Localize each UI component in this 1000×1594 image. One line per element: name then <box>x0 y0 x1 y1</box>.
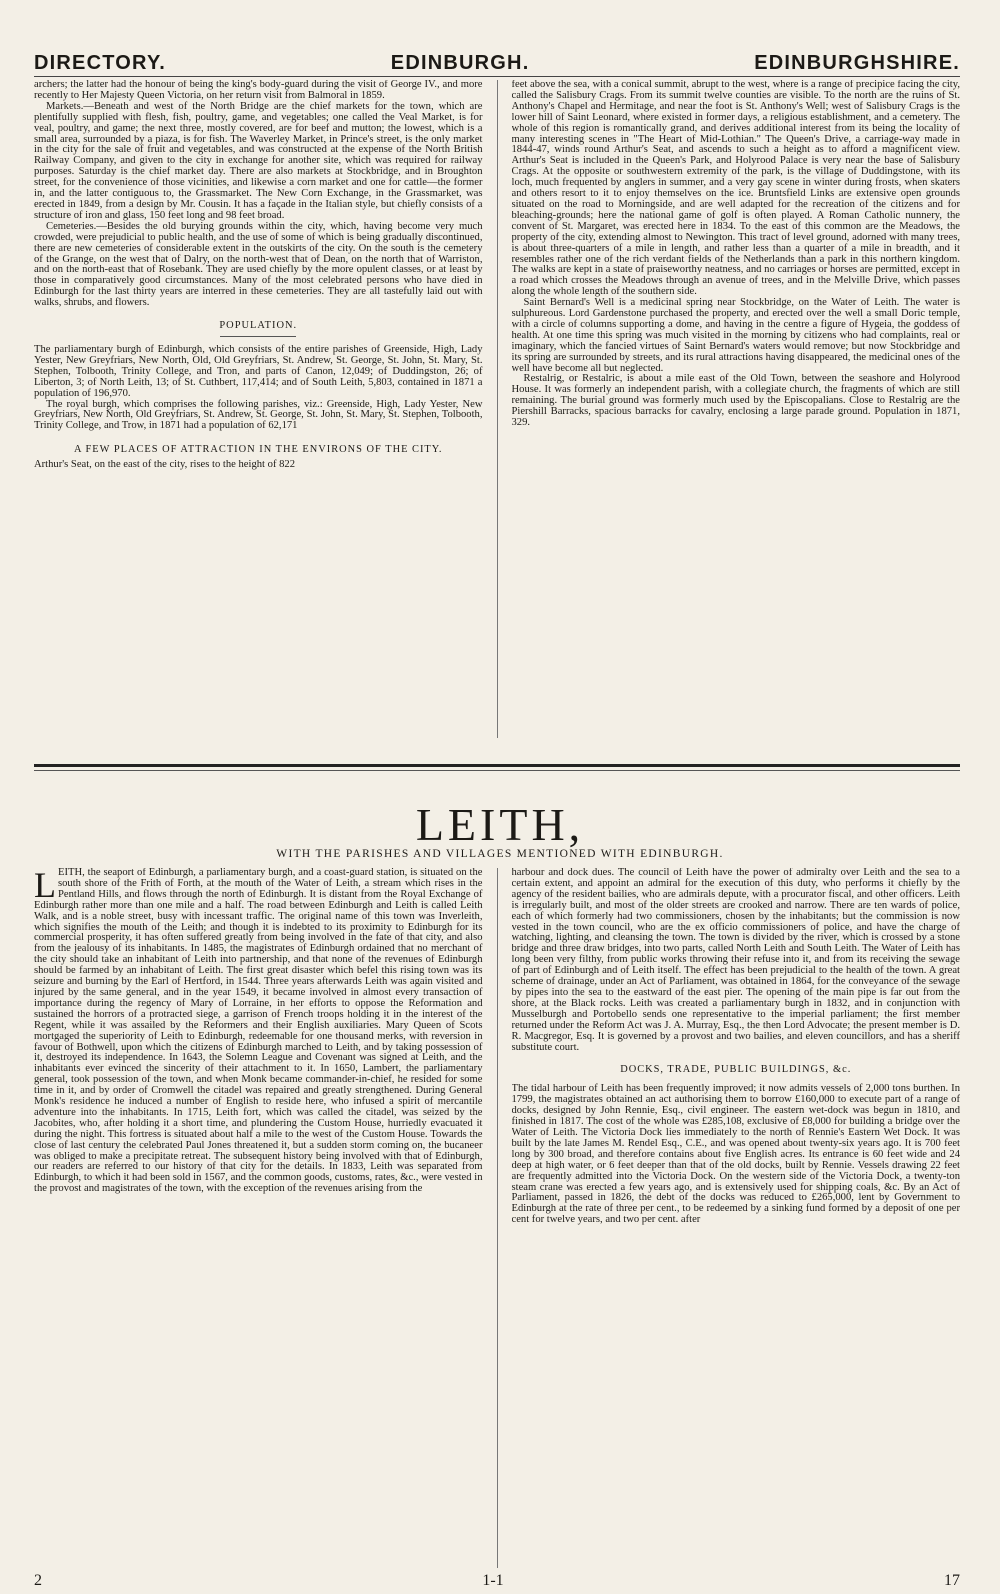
attractions-heading: A FEW PLACES OF ATTRACTION IN THE ENVIRONS OF THE CITY. <box>73 444 443 456</box>
saint-bernards-well-paragraph: Saint Bernard's Well is a medicinal spring near Stockbridge, on the Water of Leith. The water is sulphureous. Lord Gardenstone purchased the property, and erected over the well a small Doric temple, with a circle of columns supporting a dome, and having in the centre a figure of Hygeia, the goddess of health. At one time this spring was much visited in the morning by citizens who had complaints, real or imaginary, which the fancied virtues of Saint Bernard's waters would remove; but now Stockbridge and its spring are surrounded by streets, and its rural attractions having disappeared, the medicinal ones of the well have become all but neglected. <box>511 297 960 374</box>
docks-heading-text: DOCKS, TRADE, PUBLIC BUILDINGS, &c. <box>620 1064 852 1076</box>
edinburgh-right-column <box>512 80 961 738</box>
docks-heading <box>512 1064 961 1076</box>
leith-right-column <box>512 868 961 1568</box>
running-head-right: EDINBURGHSHIRE. <box>754 52 960 74</box>
parliamentary-burgh-paragraph: The parliamentary burgh of Edinburgh, which consists of the entire parishes of Greenside, High, Lady Yester, New Greyfriars, New North, Old, Old Greyfriars, St. Andrew, St. George, St. John, St. Mary, St. Stephen, Tolbooth, Trinity College, and Tron, and parts of Canon, 12,049; of Duddingston, 26; of Liberton, 3; of North Leith, 13; of St. Cuthbert, 117,414; and of South Leith, 5,803, contained in 1871 a population of 196,970. <box>34 344 483 399</box>
markets-paragraph: Markets.—Beneath and west of the North Bridge are the chief markets for the town, which are plentifully supplied with flesh, fish, poultry, game, and vegetables; one called the Veal Market, is for veal, poultry, and game; the next three, mostly covered, are for beef and mutton; the lowest, which is a small area, surrounded by a piaza, is for fish. The Waverley Market, in Prince's street, is the only market in the city for the sale of fruit and vegetables, and was constructed at the expense of the North British Railway Company, and given to the city in exchange for another site, which was required for railway purposes. Saturday is the chief market day. There are also markets at Stockbridge, and in Broughton street, for the convenience of those vicinities, and likewise a corn market and one for cattle—the former in, and the latter contiguous to, the Grassmarket. The New Corn Exchange, in the Grassmarket, was erected in 1849, from a design by Mr. Cousin. It has a façade in the Italian style, but chiefly consists of a structure of iron and glass, 150 feet long and 98 feet broad. <box>34 100 483 221</box>
folio-right: 17 <box>943 1572 960 1589</box>
leith-section <box>34 868 960 1568</box>
archers-paragraph: archers; the latter had the honour of being the king's body-guard during the visit of George IV., and more recently to Her Majesty Queen Victoria, on her return visit from Balmoral in 1859. <box>34 80 483 101</box>
folio-center: 1-1 <box>482 1572 504 1589</box>
running-head-left: DIRECTORY. <box>34 52 167 74</box>
leith-history-paragraph <box>34 868 483 1195</box>
arthurs-seat-paragraph: Arthur's Seat, on the east of the city, rises to the height of 822 <box>34 459 296 471</box>
section-rule-thin <box>34 770 960 771</box>
population-heading <box>34 320 483 337</box>
restalrig-paragraph: Restalrig, or Restalric, is about a mile east of the Old Town, between the seashore and Holyrood House. It was formerly an independent parish, with a collegiate church, the fragments of which are still remaining. The burial ground was formerly much used by the Episcopalians. Close to Restalrig are the Piershill Barracks, spacious barracks for cavalry, enclosing a large parade ground. Population in 1871, 329. <box>511 373 960 429</box>
leith-governance-paragraph: harbour and dock dues. The council of Leith have the power of admiralty over Leith and the sea to a certain extent, and appoint an admiral for the execution of this duty, who performs it chiefly by the agency of the resident bailies, who are admirals depute, with a procurator fiscal, and other officers. Leith is irregularly built, and most of the older streets are crooked and narrow. There are ten wards of police, each of which formerly had two commissioners, chosen by the inhabitants; but the commission is now vested in the town council, who are the ex officio commissioners of police, and have the charge of watching, lighting, and cleansing the town. The town is divided by the river, which is crossed by a stone bridge and three draw bridges, into two parts, called North Leith and South Leith. The Water of Leith has long been very filthy, from public works throwing their refuse into it, and from its receiving the sewage of part of Edinburgh and of Leith itself. The effect has been prejudicial to the health of the town. A great scheme of drainage, under an Act of Parliament, was obtained in 1864, for the conveyance of the sewage by pipes into the sea to the eastward of the east pier. The opening of the main pipe is far out from the shore, at the Black rocks. Leith was created a parliamentary burgh in 1832, and in conjunction with Musselburgh and Portobello sends one representative to the imperial parliament; the first member returned under the Reform Act was J. A. Murray, Esq., the then Lord Advocate; the present member is D. R. Macgregor, Esq. It is governed by a provost and two bailies, and eleven councillors, and has a sheriff substitute court. <box>511 868 960 1053</box>
folio-left: 2 <box>34 1572 42 1589</box>
page-folio <box>34 1572 960 1590</box>
column-divider-lower <box>497 868 498 1568</box>
section-rule-thick <box>34 764 960 767</box>
running-head-center: EDINBURGH. <box>390 52 530 74</box>
population-heading-text: POPULATION. <box>219 320 298 332</box>
header-rule <box>34 76 960 77</box>
edinburgh-left-column <box>34 80 483 738</box>
population-rule <box>220 336 296 337</box>
running-head <box>34 52 960 75</box>
leith-left-column <box>34 868 483 1568</box>
leith-subtitle: WITH THE PARISHES AND VILLAGES MENTIONED WITH EDINBURGH. <box>276 848 724 860</box>
royal-burgh-paragraph: The royal burgh, which comprises the following parishes, viz.: Greenside, High, Lady Yester, New Greyfriars, New North, Old Greyfriars, St. Andrew, St. George, St. John, St. Mary, St. Stephen, Tolbooth, Trinity College, and Trow, in 1871 had a population of 62,171 <box>34 398 483 432</box>
edinburgh-section <box>34 80 960 738</box>
leith-title: LEITH, <box>415 799 585 850</box>
leith-history-text: EITH, the seaport of Edinburgh, a parliamentary burgh, and a coast-guard station, is situated on the south shore of the Frith of Forth, at the mouth of the Water of Leith, a stream which rises in the Pentland Hills, and flows through the north of Edinburgh. It is distant from the Royal Exchange of Edinburgh rather more than one mile and a half. The road between Edinburgh and Leith is called Leith Walk, and is a noble street, busy with incessant traffic. The original name of this town was Inverleith, which signifies the mouth of the Leith; and though it is indebted to its proximity to Edinburgh for its commercial prosperity, it has often suffered greatly from being involved in the fate of that city, and also from the jealousy of its inhabitants. In 1485, the magistrates of Edinburgh ordained that no merchant of the city should take an inhabitant of Leith into partnership, and that none of the revenues of Edinburgh should be farmed by an inhabitant of Leith. The first great disaster which befel this rising town was its seizure and burning by the Earl of Hertford, in 1544. Three years afterwards Leith was again visited and injured by the same general, and in the year 1549, it became involved in almost every transaction of importance during the regency of Mary of Lorraine, in her efforts to oppose the Reformation and sustained the horrors of a protracted siege, a garrison of French troops holding it in the interest of the Regent, while it was assailed by the Reformers and their English auxiliaries. Mary Queen of Scots mortgaged the superiority of Leith to Edinburgh, redeemable for one thousand merks, with reversion in favour of Bothwell, upon which the citizens of Edinburgh marched to Leith, and by taking possession of it, destroyed its independence. In 1643, the Solemn League and Covenant was signed at Leith, and the inhabitants ever evinced the sincerity of their attachment to it. In 1650, Lambert, the parliamentary general, took possession of the town, and when Monk became commander-in-chief, he resided for some time in it, and by order of Cromwell the citadel was repaired and greatly strengthened. During General Monk's residence he induced a number of English to reside here, who infused a spirit of mercantile adventure into the inhabitants. In 1715, Leith fort, which was called the citadel, was seized by the Jacobites, who, after holding it a short time, and plundering the Custom House, hurriedly evacuated it during the night. This fortress is situated about half a mile to the west of the Custom House. Towards the close of last century the celebrated Paul Jones threatened it, but a sudden storm coming on, the bucaneer was obliged to make a precipitate retreat. The subsequent history being involved with that of Edinburgh, our readers are referred to our history of that city for the details. In 1833, Leith was separated from Edinburgh, to which it had been sold in 1567, and the common goods, customs, rates, &c., were vested in the provost and magistrates of the town, with the exception of the revenues arising from the <box>34 868 483 1195</box>
column-divider <box>497 80 498 738</box>
cemeteries-paragraph: Cemeteries.—Besides the old burying grounds within the city, which, having become very much crowded, were prejudicial to public health, and the use of some of which is being gradually discontinued, there are new cemeteries of considerable extent in the outskirts of the city. On the south is the cemetery of the Grange, on the west that of Dalry, on the north-west that of Dean, on the north that of Warriston, and on the north-east that of Rosebank. They are used chiefly by the more opulent classes, or at least by those in comparatively good circumstances. Many of the most celebrated persons who have died in Edinburgh for the last thirty years are interred in these cemeteries. They are all tastefully laid out with walks, shrubs, and flowers. <box>34 220 483 309</box>
arthurs-seat-continued-paragraph: feet above the sea, with a conical summit, abrupt to the west, where is a range of precipice facing the city, called the Salisbury Crags. From its summit twelve counties are visible. To the north are the ruins of St. Anthony's Chapel and Hermitage, and near the foot is St. Anthony's Well; west of Salisbury Crags is the lower hill of Saint Leonard, where existed in former days, a religious establishment, and a cemetery. The whole of this region is romantically grand, and derives additional interest from its being the locality of many interesting scenes in "The Heart of Mid-Lothian." The Queen's Drive, a carriage-way made in 1844-47, winds round Arthur's Seat, and ascends to such a height as to afford a magnificent view. Arthur's Seat is included in the Queen's Park, and Holyrood Palace is very near the base of Salisbury Crags. At the opposite or southwestern extremity of the park, is the village of Duddingstone, with its loch, much frequented by anglers in summer, and a very gay scene in winter during frosts, when skaters and others resort to it to enjoy themselves on the ice. Bruntsfield Links are extensive open grounds situated on the road to Morningside, and are well adapted for the recreation of the citizens and for bleaching-grounds; here the national game of golf is often played. A Roman Catholic nunnery, the convent of St. Margaret, was erected here in 1834. To the east of this common are the Meadows, the property of the city, extending almost to Newington. This tract of level ground, adorned with many trees, is about three-quarters of a mile in length, and rather less than a quarter of a mile in breadth, and it resembles rather one of the rich verdant fields of the Netherlands than a park in this northern kingdom. The walks are kept in a state of praiseworthy neatness, and no carriages or horses are permitted, except in a road which crosses the Meadows through an avenue of trees, and in the Melville Drive, which passes along the whole length of the southern side. <box>511 80 960 298</box>
docks-paragraph: The tidal harbour of Leith has been frequently improved; it now admits vessels of 2,000 tons burthen. In 1799, the magistrates obtained an act authorising them to borrow £160,000 to execute part of a range of docks, designed by John Rennie, Esq., civil engineer. The eastern wet-dock was begun in 1810, and finished in 1817. The cost of the whole was £285,108, exclusive of £8,000 for building a bridge over the Water of Leith. The Victoria Dock lies immediately to the north of Rennie's Eastern Wet Dock. It was built by the late James M. Rendel Esq., C.E., and was opened about twenty-six years ago. It is 700 feet long by 300 broad, and therefore contains about five English acres. Its entrance is 60 feet wide and 24 deep at high water, or 6 feet deeper than that of the old docks, built by Rennie. Vessels drawing 22 feet are frequently admitted into the Victoria Dock. On the western side of the Victoria Dock, a twenty-ton steam crane was erected a few years ago, and is extensively used for shipping coals, &c. By an Act of Parliament, passed in 1826, the debt of the docks was reduced to £265,000, lent by Government to Edinburgh at the rate of three per cent., to be redeemed by a sinking fund formed by a deposit of one per cent for twelve years, and two per cent. after <box>511 1083 960 1226</box>
dropcap-letter: L <box>34 868 56 905</box>
